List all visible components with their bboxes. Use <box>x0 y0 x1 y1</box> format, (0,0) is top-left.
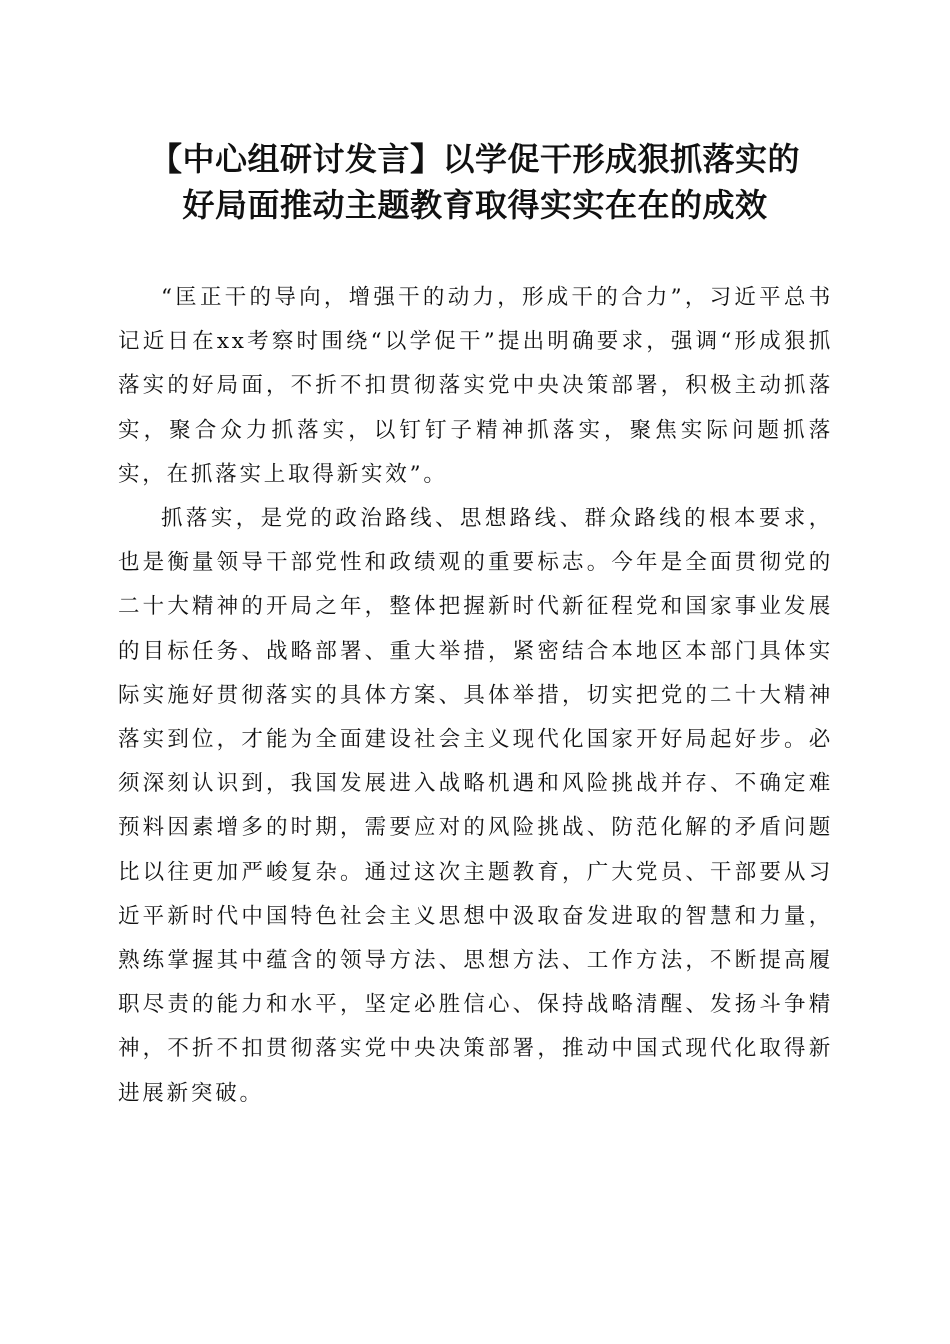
document-title <box>100 136 850 228</box>
document-title-line-1: 【中心组研讨发言】以学促干形成狠抓落实的 <box>149 140 800 178</box>
body-paragraph-2: 抓落实，是党的政治路线、思想路线、群众路线的根本要求，也是衡量领导干部党性和政绩观的重要标志。今年是全面贯彻党的二十大精神的开局之年，整体把握新时代新征程党和国家事业发展的目标任务、战略部署、重大举措，紧密结合本地区本部门具体实际实施好贯彻落实的具体方案、具体举措，切实把党的二十大精神落实到位，才能为全面建设社会主义现代化国家开好局起好步。必须深刻认识到，我国发展进入战略机遇和风险挑战并存、不确定难预料因素增多的时期，需要应对的风险挑战、防范化解的矛盾问题比以往更加严峻复杂。通过这次主题教育，广大党员、干部要从习近平新时代中国特色社会主义思想中汲取奋发进取的智慧和力量，熟练掌握其中蕴含的领导方法、思想方法、工作方法，不断提高履职尽责的能力和水平，坚定必胜信心、保持战略清醒、发扬斗争精神，不折不扣贯彻落实党中央决策部署，推动中国式现代化取得新进展新突破。 <box>118 506 833 1106</box>
document-title-line-2: 好局面推动主题教育取得实实在在的成效 <box>182 186 768 224</box>
body-paragraph-1: “匡正干的导向，增强干的动力，形成干的合力”，习近平总书记近日在xx考察时围绕“以学促干”提出明确要求，强调“形成狠抓落实的好局面，不折不扣贯彻落实党中央决策部署，积极主动抓落实，聚合众力抓落实，以钉钉子精神抓落实，聚焦实际问题抓落实，在抓落实上取得新实效”。 <box>118 285 833 487</box>
document-body <box>118 276 833 1116</box>
